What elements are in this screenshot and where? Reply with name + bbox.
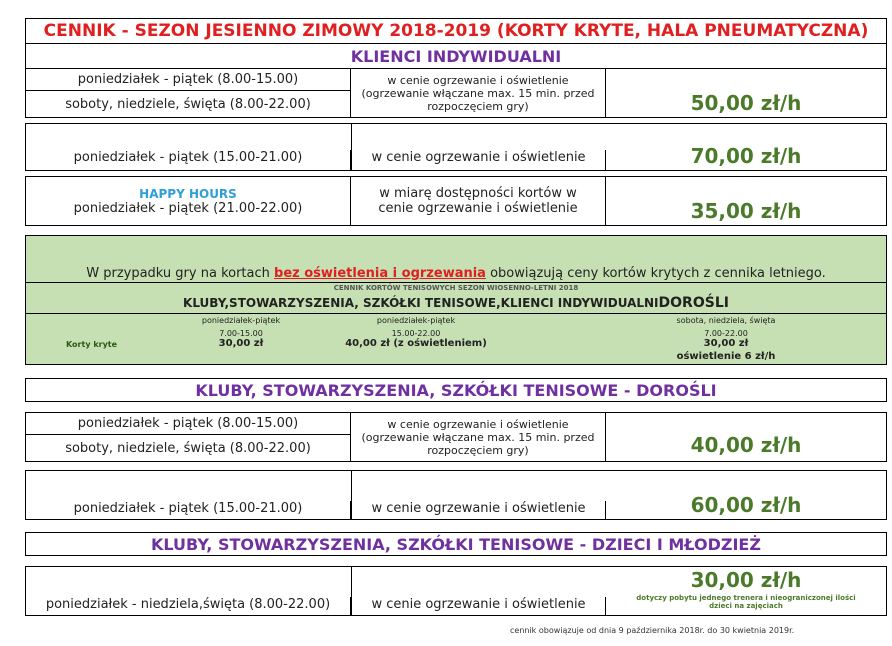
clubs-adults-row1-time-a: poniedziałek - piątek (8.00-15.00): [26, 413, 351, 435]
clubs-adults-row1-desc-b: (ogrzewanie włączane max. 15 min. przed rozpoczęciem gry): [361, 430, 595, 457]
ind-row2-price: 70,00 zł/h: [690, 144, 802, 168]
summer-col3-price: 30,00 zł: [703, 338, 749, 349]
summer-col2-hours: 15.00-22.00: [391, 329, 441, 338]
clubs-adults-row2: [25, 470, 887, 520]
summer-col3-hours: 7.00-22.00: [704, 329, 748, 338]
summer-info-box: [25, 235, 887, 365]
ind-row3: [25, 176, 887, 226]
clubs-kids-row1: [25, 566, 887, 616]
ind-row1-time-b: soboty, niedziele, święta (8.00-22.00): [26, 91, 351, 117]
note-highlight: bez oświetlenia i ogrzewania: [274, 266, 486, 281]
clubs-adults-row1-time-b: soboty, niedziele, święta (8.00-22.00): [26, 435, 351, 461]
ind-row3-desc: w miarę dostępności kortów w cenie ogrzewanie i oświetlenie: [351, 177, 606, 225]
clubs-adults-row2-time: poniedziałek - piątek (15.00-21.00): [26, 501, 351, 519]
clubs-adults-row1: [25, 412, 887, 462]
summer-col2: [326, 316, 506, 349]
summer-col1-price: 30,00 zł: [218, 338, 264, 349]
summer-col2-day: poniedziałek-piątek: [376, 316, 456, 325]
ind-row1: [25, 68, 887, 118]
ind-row3-time: poniedziałek - piątek (21.00-22.00): [73, 200, 303, 216]
section-clubs-kids-title: [25, 532, 887, 556]
clubs-kids-row1-price: 30,00 zł/h: [690, 568, 802, 592]
clubs-kids-row1-time: poniedziałek - niedziela,święta (8.00-22.00): [26, 597, 351, 615]
ind-row1-time-a: poniedziałek - piątek (8.00-15.00): [26, 69, 351, 91]
ind-row2: [25, 123, 887, 171]
summer-col1-hours: 7.00-15.00: [219, 329, 263, 338]
summer-col1: [176, 316, 306, 349]
clubs-kids-row1-price-cell: [606, 567, 886, 615]
section-individual-title: [25, 44, 887, 68]
section-clubs-kids-title-text: KLUBY, STOWARZYSZENIA, SZKÓŁKI TENISOWE - DZIECI I MŁODZIEŻ: [151, 534, 761, 554]
clubs-adults-row2-price: 60,00 zł/h: [690, 493, 802, 517]
section-individual-title-text: KLIENCI INDYWIDUALNI: [350, 46, 562, 66]
footer-validity: cennik obowiązuje od dnia 9 października 2018r. do 30 kwietnia 2019r.: [510, 626, 795, 635]
clubs-adults-row2-desc: w cenie ogrzewanie i oświetlenie: [352, 501, 606, 519]
summer-subtitle-a: KLUBY,STOWARZYSZENIA, SZKÓŁKI TENISOWE,KLIENCI INDYWIDUALNI: [183, 295, 659, 310]
section-clubs-adults-title-text: KLUBY, STOWARZYSZENIA, SZKÓŁKI TENISOWE - DOROŚLI: [195, 380, 717, 400]
summer-row-label: Korty kryte: [66, 340, 118, 349]
no-light-note: [26, 266, 886, 281]
clubs-adults-row1-price: 40,00 zł/h: [690, 433, 802, 457]
summer-title: CENNIK KORTÓW TENISOWYCH SEZON WIOSENNO-LETNI 2018: [26, 282, 886, 292]
ind-row1-price: 50,00 zł/h: [690, 91, 802, 115]
happy-hours-label: HAPPY HOURS: [139, 186, 237, 201]
summer-subtitle-b: DOROŚLI: [658, 294, 729, 311]
ind-row1-desc-a: w cenie ogrzewanie i oświetlenie: [387, 73, 569, 87]
clubs-kids-row1-price-note: dotyczy pobytu jednego trenera i nieograniczonej ilości dzieci na zajęciach: [636, 594, 856, 610]
ind-row2-time: poniedziałek - piątek (15.00-21.00): [26, 150, 351, 170]
section-clubs-adults-title: [25, 378, 887, 402]
summer-col3: [626, 316, 826, 362]
ind-row3-price: 35,00 zł/h: [690, 199, 802, 223]
summer-subtitle: [26, 292, 886, 314]
summer-col3-day: sobota, niedziela, święta: [676, 316, 776, 325]
ind-row1-desc-b: (ogrzewanie włączane max. 15 min. przed rozpoczęciem gry): [361, 86, 595, 113]
clubs-adults-row1-desc-a: w cenie ogrzewanie i oświetlenie: [387, 417, 569, 431]
clubs-adults-row1-desc: [351, 413, 606, 461]
clubs-kids-row1-desc: w cenie ogrzewanie i oświetlenie: [352, 597, 606, 615]
ind-row2-desc: w cenie ogrzewanie i oświetlenie: [352, 150, 606, 170]
note-post: obowiązują ceny kortów krytych z cennika letniego.: [485, 266, 826, 281]
main-title: [25, 18, 887, 44]
summer-col2-price: 40,00 zł (z oświetleniem): [345, 338, 487, 349]
note-pre: W przypadku gry na kortach: [86, 266, 275, 281]
main-title-text: CENNIK - SEZON JESIENNO ZIMOWY 2018-2019 (KORTY KRYTE, HALA PNEUMATYCZNA): [43, 21, 869, 41]
ind-row3-left: [26, 177, 351, 225]
ind-row1-desc: [351, 69, 606, 117]
summer-col1-day: poniedziałek-piątek: [201, 316, 281, 325]
summer-col3-extra: oświetlenie 6 zł/h: [676, 351, 776, 362]
